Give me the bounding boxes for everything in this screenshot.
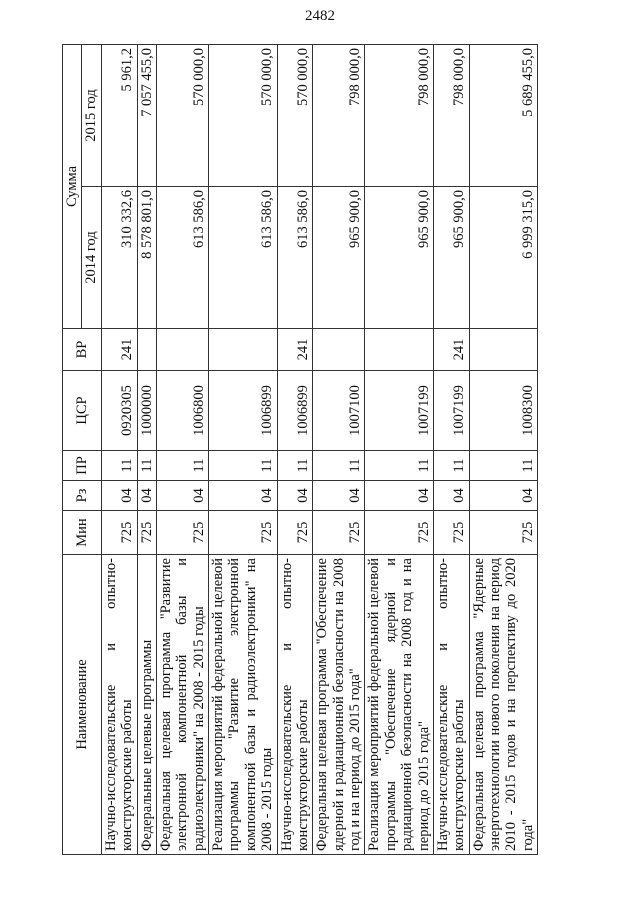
row-rz: 04 — [277, 481, 313, 511]
row-pr: 11 — [433, 451, 469, 481]
table-body — [101, 45, 537, 855]
header-sum: Сумма — [63, 45, 82, 329]
row-rz: 04 — [433, 481, 469, 511]
row-min: 725 — [277, 511, 313, 555]
row-pr: 11 — [209, 451, 278, 481]
row-name: Научно-исследовательские и опытно-конструкторские работы — [101, 555, 137, 855]
row-csr: 1007199 — [365, 371, 434, 451]
rotated-table-area — [62, 45, 592, 855]
row-vr — [137, 329, 156, 371]
row-2014: 310 332,6 — [101, 187, 137, 329]
row-2015: 798 000,0 — [433, 45, 469, 187]
table-row — [137, 45, 156, 855]
row-csr: 1007100 — [313, 371, 365, 451]
row-vr — [313, 329, 365, 371]
header-min: Мин — [63, 511, 102, 555]
table-row — [277, 45, 313, 855]
row-2015: 570 000,0 — [156, 45, 208, 187]
row-rz: 04 — [137, 481, 156, 511]
row-pr: 11 — [365, 451, 434, 481]
row-name: Федеральная целевая программа "Ядерные энерготехнологии нового поколения на период 2010 - 2015 годов и на перспективу до 2020 года" — [469, 555, 538, 855]
row-2015: 5 689 455,0 — [469, 45, 538, 187]
table-row — [101, 45, 137, 855]
row-vr — [365, 329, 434, 371]
page-number: 2482 — [305, 8, 335, 24]
row-2014: 613 586,0 — [209, 187, 278, 329]
table-row — [313, 45, 365, 855]
row-pr: 11 — [469, 451, 538, 481]
row-vr — [469, 329, 538, 371]
row-min: 725 — [365, 511, 434, 555]
row-name: Реализация мероприятий федеральной целевой программы "Развитие электронной компонентной базы и радиоэлектроники" на 2008 - 2015 годы — [209, 555, 278, 855]
row-name: Федеральная целевая программа "Развитие электронной компонентной базы и радиоэлектроники" на 2008 - 2015 годы — [156, 555, 208, 855]
row-min: 725 — [209, 511, 278, 555]
row-csr: 1008300 — [469, 371, 538, 451]
table-row — [433, 45, 469, 855]
row-csr: 1000000 — [137, 371, 156, 451]
row-2014: 6 999 315,0 — [469, 187, 538, 329]
row-rz: 04 — [209, 481, 278, 511]
row-csr: 1006899 — [277, 371, 313, 451]
row-vr: 241 — [101, 329, 137, 371]
row-pr: 11 — [156, 451, 208, 481]
row-2015: 798 000,0 — [365, 45, 434, 187]
row-2014: 8 578 801,0 — [137, 187, 156, 329]
row-min: 725 — [313, 511, 365, 555]
header-name: Наименование — [63, 555, 102, 855]
row-pr: 11 — [137, 451, 156, 481]
table-row — [469, 45, 538, 855]
row-name: Федеральные целевые программы — [137, 555, 156, 855]
row-2015: 7 057 455,0 — [137, 45, 156, 187]
row-vr: 241 — [277, 329, 313, 371]
row-rz: 04 — [313, 481, 365, 511]
row-2015: 570 000,0 — [277, 45, 313, 187]
row-min: 725 — [469, 511, 538, 555]
row-2014: 965 900,0 — [433, 187, 469, 329]
row-csr: 1007199 — [433, 371, 469, 451]
row-pr: 11 — [101, 451, 137, 481]
row-vr — [209, 329, 278, 371]
row-name: Федеральная целевая программа "Обеспечение ядерной и радиационной безопасности на 2008 год и на период до 2015 года" — [313, 555, 365, 855]
row-2014: 965 900,0 — [365, 187, 434, 329]
table-row — [156, 45, 208, 855]
row-2014: 965 900,0 — [313, 187, 365, 329]
table-row — [209, 45, 278, 855]
row-2015: 5 961,2 — [101, 45, 137, 187]
row-2015: 798 000,0 — [313, 45, 365, 187]
row-name: Реализация мероприятий федеральной целевой программы "Обеспечение ядерной и радиационной безопасности на 2008 год и на период до 2015 года" — [365, 555, 434, 855]
row-2014: 613 586,0 — [277, 187, 313, 329]
header-rz: Рз — [63, 481, 102, 511]
row-vr: 241 — [433, 329, 469, 371]
row-2015: 570 000,0 — [209, 45, 278, 187]
header-vr: ВР — [63, 329, 102, 371]
row-csr: 0920305 — [101, 371, 137, 451]
row-rz: 04 — [469, 481, 538, 511]
row-rz: 04 — [156, 481, 208, 511]
row-csr: 1006800 — [156, 371, 208, 451]
header-2014: 2014 год — [82, 187, 101, 329]
row-name: Научно-исследовательские и опытно-конструкторские работы — [433, 555, 469, 855]
row-rz: 04 — [101, 481, 137, 511]
row-min: 725 — [137, 511, 156, 555]
row-rz: 04 — [365, 481, 434, 511]
header-pr: ПР — [63, 451, 102, 481]
header-2015: 2015 год — [82, 45, 101, 187]
row-vr — [156, 329, 208, 371]
table-row — [365, 45, 434, 855]
row-pr: 11 — [277, 451, 313, 481]
row-name: Научно-исследовательские и опытно-конструкторские работы — [277, 555, 313, 855]
row-min: 725 — [156, 511, 208, 555]
row-min: 725 — [433, 511, 469, 555]
header-csr: ЦСР — [63, 371, 102, 451]
row-pr: 11 — [313, 451, 365, 481]
row-min: 725 — [101, 511, 137, 555]
budget-table — [62, 44, 538, 855]
row-2014: 613 586,0 — [156, 187, 208, 329]
row-csr: 1006899 — [209, 371, 278, 451]
